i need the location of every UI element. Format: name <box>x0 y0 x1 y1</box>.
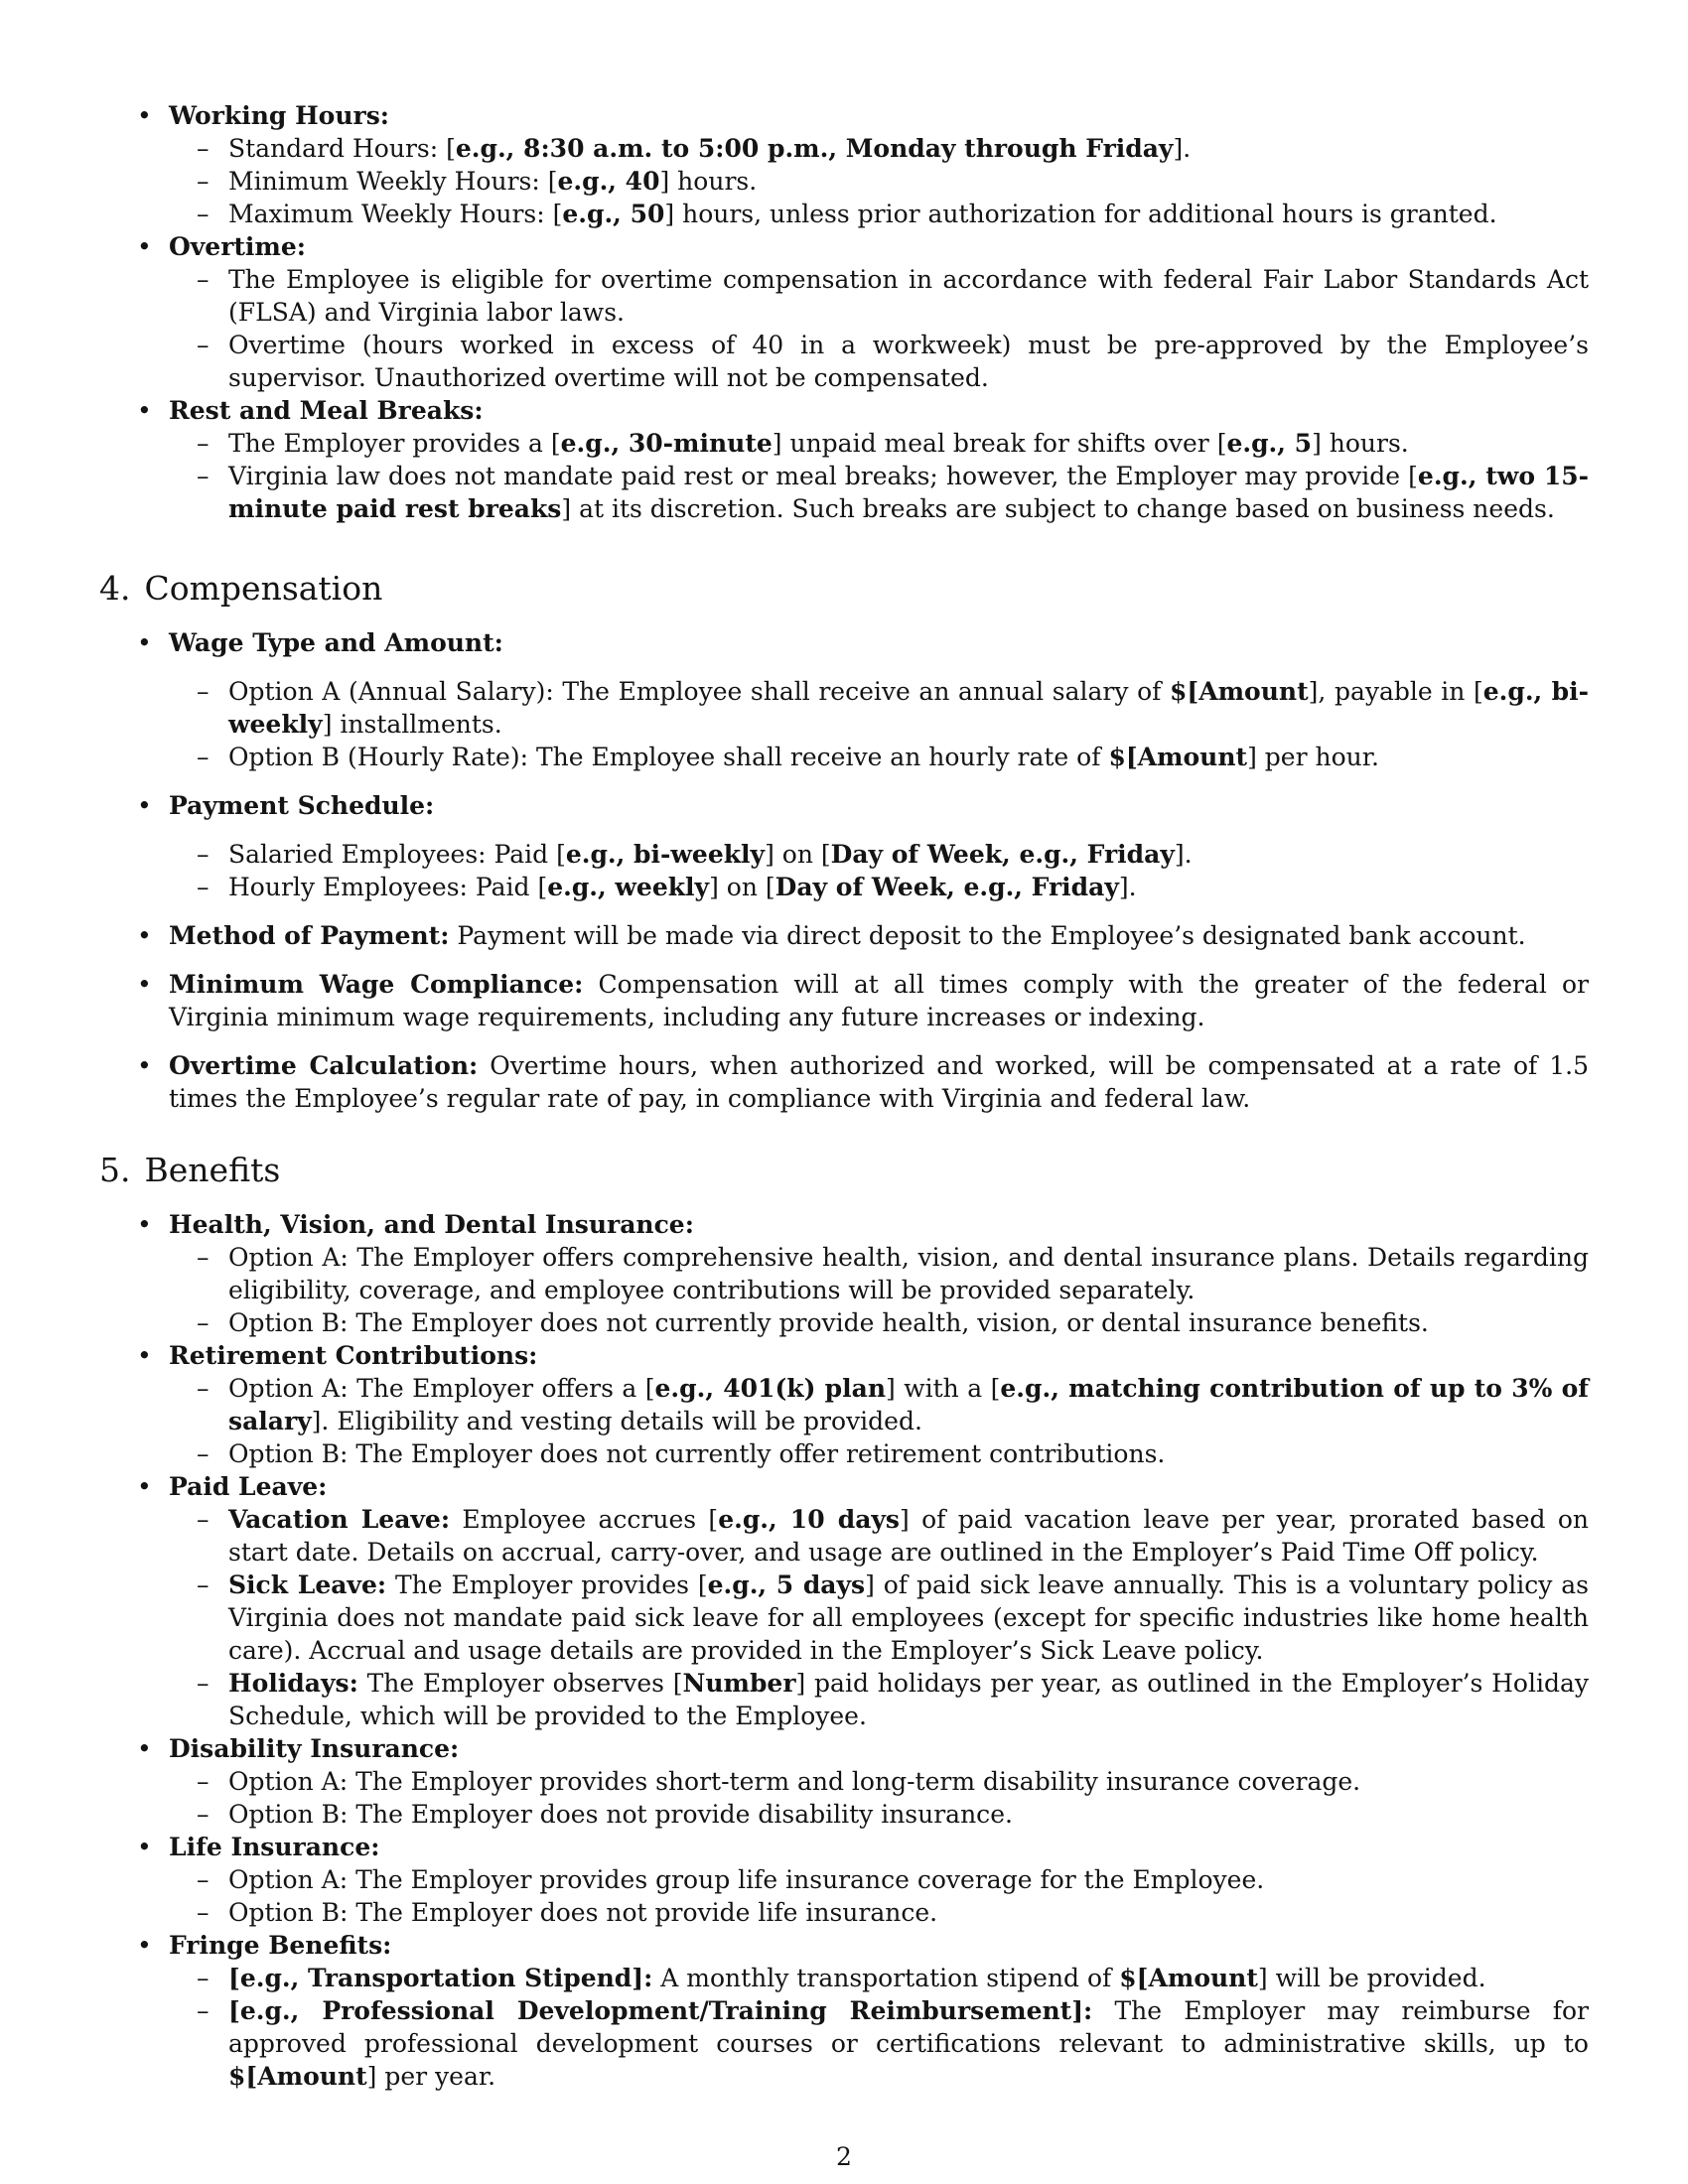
overtime-preapproval: – Overtime (hours worked in excess of 40 in a workweek) must be pre-approved by the Employee’s supervisor. Unauthorized overtime will not be compensated. <box>169 329 1589 394</box>
section5-list <box>99 1208 1589 2093</box>
hourly-rate-option: – Option B (Hourly Rate): The Employee shall receive an hourly rate of $[Amount] per hour. <box>169 741 1589 773</box>
fringe-benefits-item <box>99 1929 1589 2093</box>
payment-schedule-item <box>99 789 1589 903</box>
disability-option-b: – Option B: The Employer does not provide disability insurance. <box>169 1798 1589 1831</box>
disability-sublist <box>169 1765 1589 1831</box>
sick-leave: – Sick Leave: The Employer provides [e.g., 5 days] of paid sick leave annually. This is a voluntary policy as Virginia does not mandate paid sick leave for all employees (except for specific industries like home health care). Accrual and usage details are provided in the Employer’s Sick Leave policy. <box>169 1569 1589 1667</box>
rest-break: – Virginia law does not mandate paid rest or meal breaks; however, the Employer may provide [e.g., two 15-minute paid rest breaks] at its discretion. Such breaks are subject to change based on business needs. <box>169 460 1589 525</box>
transportation-stipend: – [e.g., Transportation Stipend]: A monthly transportation stipend of $[Amount] will be provided. <box>169 1962 1589 1994</box>
payment-schedule-heading: Payment Schedule: <box>169 791 435 820</box>
fringe-benefits-heading: Fringe Benefits: <box>169 1931 392 1960</box>
section4-list <box>99 626 1589 1115</box>
salaried-schedule: – Salaried Employees: Paid [e.g., bi-weekly] on [Day of Week, e.g., Friday]. <box>169 838 1589 871</box>
life-option-b: – Option B: The Employer does not provide life insurance. <box>169 1896 1589 1929</box>
section-5-title: 5. Benefits <box>99 1151 281 1189</box>
hourly-schedule: – Hourly Employees: Paid [e.g., weekly] on [Day of Week, e.g., Friday]. <box>169 871 1589 903</box>
overtime-item <box>99 230 1589 394</box>
payment-schedule-sublist <box>169 838 1589 903</box>
overtime-calculation-item: • Overtime Calculation: Overtime hours, when authorized and worked, will be compensated at a rate of 1.5 times the Employee’s regular rate of pay, in compliance with Virginia and federal law. <box>99 1049 1589 1115</box>
page-content <box>99 99 1589 2093</box>
rest-breaks-item <box>99 394 1589 525</box>
life-option-a: – Option A: The Employer provides group life insurance coverage for the Employee. <box>169 1863 1589 1896</box>
wage-type-sublist <box>169 675 1589 773</box>
fringe-benefits-sublist <box>169 1962 1589 2093</box>
health-option-a: – Option A: The Employer offers comprehensive health, vision, and dental insurance plans. Details regarding eligibility, coverage, and employee contributions will be provided separately. <box>169 1241 1589 1306</box>
disability-option-a: – Option A: The Employer provides short-term and long-term disability insurance coverage. <box>169 1765 1589 1798</box>
retirement-item <box>99 1339 1589 1470</box>
retirement-heading: Retirement Contributions: <box>169 1341 538 1370</box>
annual-salary-option: – Option A (Annual Salary): The Employee shall receive an annual salary of $[Amount], payable in [e.g., bi-weekly] installments. <box>169 675 1589 741</box>
meal-break: – The Employer provides a [e.g., 30-minute] unpaid meal break for shifts over [e.g., 5] hours. <box>169 427 1589 460</box>
method-of-payment-item: • Method of Payment: Payment will be made via direct deposit to the Employee’s designated bank account. <box>99 919 1589 952</box>
overtime-eligibility: – The Employee is eligible for overtime compensation in accordance with federal Fair Labor Standards Act (FLSA) and Virginia labor laws. <box>169 263 1589 329</box>
disability-heading: Disability Insurance: <box>169 1734 460 1763</box>
retirement-sublist <box>169 1372 1589 1470</box>
standard-hours: – Standard Hours: [e.g., 8:30 a.m. to 5:00 p.m., Monday through Friday]. <box>169 132 1589 165</box>
maximum-weekly-hours: – Maximum Weekly Hours: [e.g., 50] hours, unless prior authorization for additional hours is granted. <box>169 198 1589 230</box>
life-insurance-heading: Life Insurance: <box>169 1833 380 1861</box>
life-insurance-sublist <box>169 1863 1589 1929</box>
page-number: 2 <box>836 2142 852 2171</box>
minimum-weekly-hours: – Minimum Weekly Hours: [e.g., 40] hours. <box>169 165 1589 198</box>
disability-item <box>99 1732 1589 1831</box>
minimum-wage-item: • Minimum Wage Compliance: Compensation will at all times comply with the greater of the federal or Virginia minimum wage requirements, including any future increases or indexing. <box>99 968 1589 1033</box>
retirement-option-b: – Option B: The Employer does not currently offer retirement contributions. <box>169 1437 1589 1470</box>
working-hours-item <box>99 99 1589 230</box>
retirement-option-a: – Option A: The Employer offers a [e.g., 401(k) plan] with a [e.g., matching contribution of up to 3% of salary]. Eligibility and vesting details will be provided. <box>169 1372 1589 1437</box>
section-4-title: 4. Compensation <box>99 569 383 608</box>
paid-leave-sublist <box>169 1503 1589 1732</box>
overtime-heading: Overtime: <box>169 232 307 261</box>
life-insurance-item <box>99 1831 1589 1929</box>
section3-list <box>99 99 1589 525</box>
holidays: – Holidays: The Employer observes [Number] paid holidays per year, as outlined in the Employer’s Holiday Schedule, which will be provided to the Employee. <box>169 1667 1589 1732</box>
working-hours-sublist <box>169 132 1589 230</box>
vacation-leave: – Vacation Leave: Employee accrues [e.g., 10 days] of paid vacation leave per year, prorated based on start date. Details on accrual, carry-over, and usage are outlined in the Employer’s Paid Time Off policy. <box>169 1503 1589 1569</box>
training-reimbursement: – [e.g., Professional Development/Training Reimbursement]: The Employer may reimburse for approved professional development courses or certifications relevant to administrative skills, up to $[Amount] per year. <box>169 1994 1589 2093</box>
wage-type-heading: Wage Type and Amount: <box>169 628 503 657</box>
wage-type-item <box>99 626 1589 773</box>
working-hours-heading: Working Hours: <box>169 101 390 130</box>
rest-breaks-sublist <box>169 427 1589 525</box>
rest-breaks-heading: Rest and Meal Breaks: <box>169 396 484 425</box>
health-insurance-sublist <box>169 1241 1589 1339</box>
paid-leave-item <box>99 1470 1589 1732</box>
overtime-sublist <box>169 263 1589 394</box>
health-insurance-heading: Health, Vision, and Dental Insurance: <box>169 1210 694 1239</box>
health-option-b: – Option B: The Employer does not currently provide health, vision, or dental insurance benefits. <box>169 1306 1589 1339</box>
paid-leave-heading: Paid Leave: <box>169 1472 328 1501</box>
health-insurance-item <box>99 1208 1589 1339</box>
